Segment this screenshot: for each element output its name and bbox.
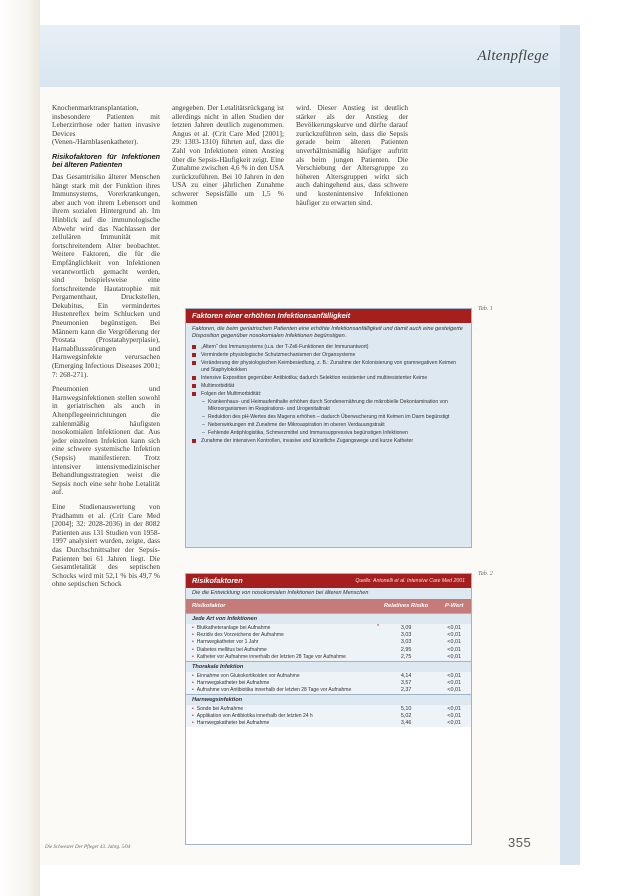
paragraph: Das Gesamtrisiko älterer Menschen hängt stark mit der Funktion ihres Immunsystems, Vorerkrankungen, aber auch von ihrem Lebensort und ihrem sozialen Hintergrund ab. Im Hinblick auf die immunologische Abwehr wird das Nachlassen der zellulären Immunität mit fortschreitendem Alter beobachtet. Weitere Faktoren, die für die Empfänglichkeit von Infektionen verantwortlich gemacht werden, sind beispielsweise eine fortschreitende Hautatrophie mit Pergamenthaut, Druckstellen, Dekubitus, Ein vermindertes Hustenreflex beim Schlucken und Pneumonien begünstigen. Bei Männern kann die Vergrößerung der Prostata (Prostatahyperplasie), Harnabflussstörungen und Harnwegsinfekte verursachen (Emerging Infectious Diseases 2001; 7: 268-271). <box>52 171 160 379</box>
bullet-square-icon <box>192 376 196 380</box>
factor-label: Sonde bei Aufnahme <box>196 705 244 712</box>
bullet-icon: • <box>192 687 194 694</box>
risk-factor-table <box>186 599 471 727</box>
p-value-cell: <0,01 <box>437 632 471 639</box>
table-2-label: Tab. 2 <box>478 571 493 577</box>
list-subitem: – Reduktion des pH-Wertes des Magens erhöhen – dadurch Überwucherung mit Keimen im Darm begünstigt <box>202 413 450 420</box>
table-section-row <box>186 661 471 672</box>
table-1-list <box>186 344 471 445</box>
factor-label: Harnwegskatheter bei Aufnahme <box>196 679 270 686</box>
list-item: Verminderte physiologische Schutzmechanismen der Organsysteme <box>192 352 465 359</box>
bullet-square-icon <box>192 439 196 443</box>
table-1-intro: Faktoren, die beim geriatrischen Patienten eine erhöhte Infektionsanfälligkeit und damit auch eine gesteigerte Disposition gegenüber nosokomialen Infektionen begünstigen. <box>192 326 463 339</box>
list-item: „Altern“ des Immunsystems (u.a. der T-Zell-Funktionen der Immunantwort) <box>192 344 465 351</box>
p-value-cell: <0,01 <box>437 679 471 686</box>
page-number: 355 <box>508 835 532 850</box>
factor-label: Applikation von Antibiotika innerhalb der letzten 24 h <box>196 713 313 720</box>
table-row <box>186 632 471 639</box>
factor-cell <box>186 624 375 631</box>
table-2-title-bar <box>186 574 471 588</box>
odds-cell <box>375 705 437 712</box>
p-value-cell: <0,01 <box>437 646 471 653</box>
bullet-icon: • <box>192 646 194 653</box>
column-header-odds: Relatives Risiko <box>375 599 437 614</box>
scan-margin-left <box>0 0 40 896</box>
bullet-square-icon <box>192 353 196 357</box>
table-1-title: Faktoren einer erhöhten Infektionsanfälligkeit <box>186 309 471 323</box>
paragraph: angegeben. Der Letalitätsrückgang ist allerdings nicht in allen Studien der letzten Jahren deutlich zugenommen. Angus et al. (Crit Care Med [2001]; 29: 1303-1310) führten auf, dass die Zahl von Infektionen einen Anstieg über die Sepsis-Häufigkeit zeigt. Eine Zunahme zwischen 4,6 % in den USA zurückzuführen. Bei 10 Jahren in den USA zu einer jährlichen Zunahme schwerer Sepsisfälle um 1,5 % kommen <box>172 103 284 207</box>
text-column-2 <box>172 104 284 213</box>
footnote-marker: * <box>376 624 380 631</box>
odds-cell <box>375 639 437 646</box>
list-item: Zunahme der intensiven Kontrollen, invasive und künstliche Zugangswege und kurze Katheter <box>192 438 465 445</box>
table-row <box>186 624 471 631</box>
odds-cell <box>375 720 437 727</box>
column-header-p: P-Wert <box>437 599 471 614</box>
factor-label: Diabetes mellitus bei Aufnahme <box>196 646 267 653</box>
paragraph: Pneumonien und Harnwegsinfektionen stellen sowohl in geriatrischen als auch in Altenpflegeeinrichtungen die zahlenmäßig häufigsten nosokomialen Infektionen dar. Aus jeder einzelnen Infektion kann sich eine schwere systemische Infektion (Sepsis) manifestieren. Trotz intensiver intensivmedizinischer Behandlungsstrategien weist die Sepsis noch eine sehr hohe Letalität auf. <box>52 384 160 497</box>
odds-value: 2,37 <box>400 687 412 694</box>
table-1-box <box>185 308 472 548</box>
odds-value: 5,02 <box>400 713 412 720</box>
factor-label: Blutkatheteranlage bei Aufnahme <box>196 624 271 631</box>
subheading: Risikofaktoren für Infektionen bei älteren Patienten <box>52 151 160 170</box>
table-row <box>186 687 471 695</box>
section-label: Jede Art von Infektionen <box>186 614 471 625</box>
odds-cell <box>375 646 437 653</box>
text-column-3 <box>296 104 408 213</box>
bullet-icon: • <box>192 713 194 720</box>
p-value-cell: <0,01 <box>437 705 471 712</box>
p-value-cell: <0,01 <box>437 624 471 631</box>
bullet-icon: • <box>192 639 194 646</box>
bullet-icon: • <box>192 653 194 660</box>
list-subitem: – Fehlende Antiphlogistika, Schmerzmittel und Immunsuppressiva begünstigen Infektionen <box>202 430 408 437</box>
table-row <box>186 653 471 661</box>
table-row <box>186 679 471 686</box>
bullet-square-icon <box>192 345 196 349</box>
list-item: Veränderung der physiologischen Keimbesiedlung, z. B.: Zunahme der Kolonisierung von gramnegativen Keimen und Staphylokokken <box>192 360 465 373</box>
bullet-square-icon <box>192 384 196 388</box>
page-edge-band <box>560 25 580 865</box>
factor-label: Harnwegskatheter bei Aufnahme <box>196 720 270 727</box>
bullet-square-icon <box>192 361 196 365</box>
factor-cell <box>186 705 375 712</box>
bullet-icon: • <box>192 624 194 631</box>
table-row <box>186 713 471 720</box>
factor-cell <box>186 672 375 679</box>
table-row <box>186 705 471 712</box>
list-subitem: – Nebenwirkungen mit Zunahme der Mikroaspiration im oberen Verdauungstrakt <box>202 421 385 428</box>
factor-label: Aufnahme von Antibiotika innerhalb der letzten 28 Tage vor Aufnahme <box>196 687 352 694</box>
odds-value: 3,09 <box>400 624 412 631</box>
factor-label: Rezidiv des Vorzeichens der Aufnahme <box>196 632 284 639</box>
factor-cell <box>186 646 375 653</box>
p-value-cell: <0,01 <box>437 713 471 720</box>
section-label: Thorakale Infektion <box>186 661 471 672</box>
table-row <box>186 646 471 653</box>
table-2-source: Quelle: Antonelli et al. Intensive Care Med 2001 <box>355 578 465 584</box>
p-value-cell: <0,01 <box>437 639 471 646</box>
table-2-title: Risikofaktoren <box>192 576 243 585</box>
section-label: Harnwegsinfektion <box>186 694 471 705</box>
factor-cell <box>186 713 375 720</box>
table-row <box>186 672 471 679</box>
column-header-factor: Risikofaktor <box>186 599 375 614</box>
odds-cell <box>375 672 437 679</box>
table-section-row <box>186 694 471 705</box>
factor-cell <box>186 720 375 727</box>
table-body <box>186 614 471 728</box>
odds-cell <box>375 624 437 631</box>
factor-label: Katheter vor Aufnahme innerhalb der letzten 28 Tage vor Aufnahme <box>196 653 346 660</box>
odds-value: 2,75 <box>400 653 412 660</box>
section-title: Altenpflege <box>477 48 549 64</box>
odds-value: 3,46 <box>400 720 412 727</box>
odds-value: 3,03 <box>400 639 412 646</box>
odds-cell <box>375 632 437 639</box>
factor-label: Einnahme von Glukokortikoiden vor Aufnahme <box>196 672 300 679</box>
list-item: Intensive Exposition gegenüber Antibiotika; dadurch Selektion resistenter und multiresistenter Keime <box>192 375 465 382</box>
table-2-intro: Die die Entwicklung von nosokomialen Infektionen bei älteren Menschen <box>186 588 471 599</box>
bullet-icon: • <box>192 672 194 679</box>
factor-label: Harnwegkatheter vor 1 Jahr <box>196 639 259 646</box>
odds-value: 2,95 <box>400 646 412 653</box>
bullet-icon: • <box>192 679 194 686</box>
paragraph: Knochenmarktransplantation, insbesondere Patienten mit Leberzirrhose oder hatten invasive Devices (Venen-/Harnblasenkatheter). <box>52 103 160 147</box>
odds-value: 5,10 <box>400 705 412 712</box>
bullet-square-icon <box>192 392 196 396</box>
odds-cell <box>375 687 437 695</box>
list-item: Folgen der Multimorbidität: <box>192 391 465 398</box>
factor-cell <box>186 679 375 686</box>
odds-value: 3,03 <box>400 632 412 639</box>
paragraph: Eine Studienauswertung von Pradhamm et al. (Crit Care Med [2004]; 32: 2028-2036) in der 8082 Patienten aus 131 Studien von 1958-1997 analysiert wurden, zeigte, dass das Durchschnittsalter der Sepsis-Patienten bei 61 Jahren liegt. Die Gesamtletalität des septischen Schocks wird mit 52,1 % bis 49,7 % ohne septischen Schock <box>52 501 160 589</box>
p-value-cell: <0,01 <box>437 672 471 679</box>
table-row <box>186 720 471 727</box>
bullet-icon: • <box>192 632 194 639</box>
factor-cell <box>186 632 375 639</box>
p-value-cell: <0,01 <box>437 720 471 727</box>
table-section-row <box>186 614 471 625</box>
list-item: Multimorbidität <box>192 383 465 390</box>
table-1-label: Tab. 1 <box>478 306 493 312</box>
p-value-cell: <0,01 <box>437 653 471 661</box>
odds-value: 4,14 <box>400 672 412 679</box>
factor-cell <box>186 653 375 661</box>
odds-cell <box>375 679 437 686</box>
bullet-icon: • <box>192 705 194 712</box>
text-column-1 <box>52 104 160 595</box>
list-subitem: – Krankenhaus- und Heimaufenthalte erhöhen durch Sondenernährung die mikrobielle Dekontamination von Mikroorganismen im Respirations- und Urogenitaltrakt <box>202 399 448 412</box>
odds-cell <box>375 653 437 661</box>
journal-footer: Die Schwester Der Pfleger 43. Jahrg. 5/04 <box>45 845 131 850</box>
factor-cell <box>186 639 375 646</box>
table-row <box>186 639 471 646</box>
paragraph: wird. Dieser Anstieg ist deutlich stärker als der Anstieg der Bevölkerungskurve und dürfte darauf zurückzuführen sein, dass die Sepsis gerade beim älteren Patienten unverhältnismäßig häufiger auftritt als beim jungen Patienten. Die Verschiebung der Altersgruppe zu höheren Altersgruppen wirkt sich auch dahingehend aus, dass schwere und kostenintensive Infektionen häufiger zu erwarten sind. <box>296 103 408 207</box>
table-2-box <box>185 573 472 845</box>
bullet-icon: • <box>192 720 194 727</box>
scan-margin-right <box>580 0 619 896</box>
p-value-cell: <0,01 <box>437 687 471 695</box>
odds-value: 3,57 <box>400 679 412 686</box>
factor-cell <box>186 687 375 695</box>
odds-cell <box>375 713 437 720</box>
